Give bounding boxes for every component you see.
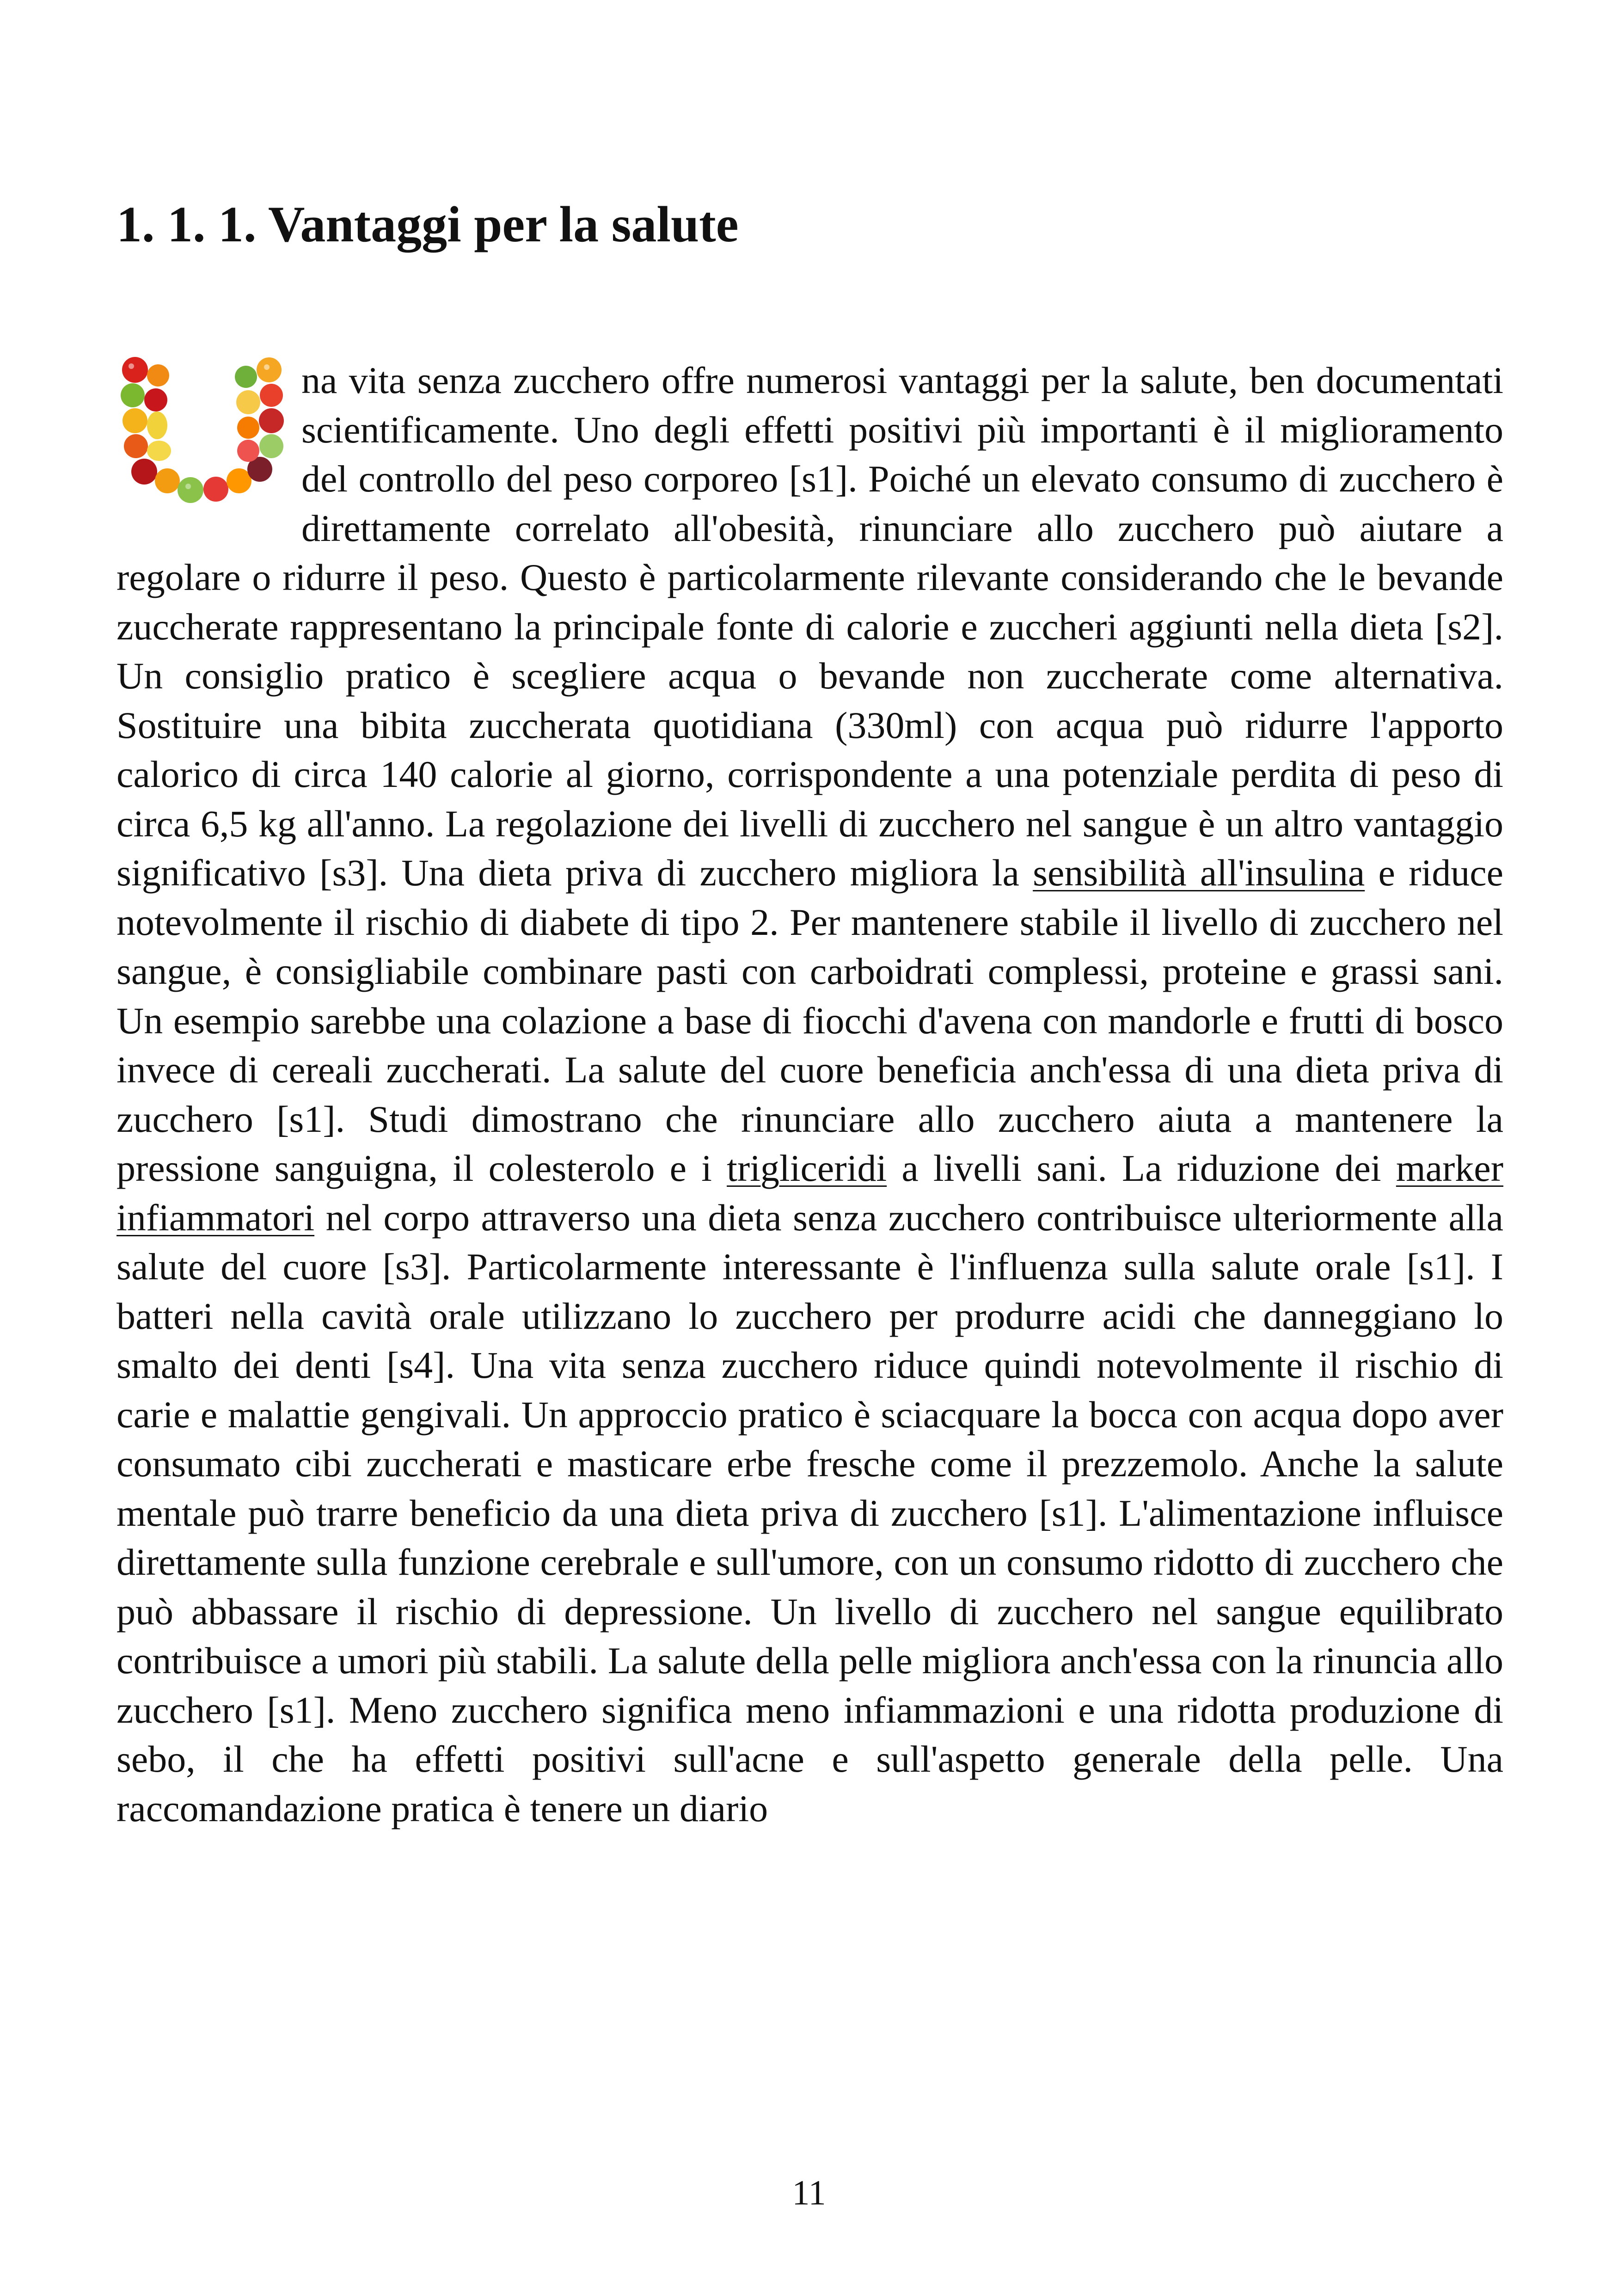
paragraph-text-2: e riduce notevolmente il rischio di diabete di tipo 2. Per mantenere stabile il livello di zucchero nel sangue, è consigliabile combinare pasti con carboidrati complessi, proteine e grassi sani. Un esempio sarebbe una colazione a base di fiocchi d'avena con mandorle e frutti di bosco invece di cereali zuccherati. La salute del cuore beneficia anch'essa di una dieta priva di zucchero [s1]. Studi dimostrano che rinunciare allo zucchero aiuta a mantenere la pressione sanguigna, il colesterolo e i [116,852,1503,1189]
term-triglycerides: trigliceridi [727,1147,887,1189]
body-paragraph [116,356,1503,1833]
fruit-collage-icon [116,356,292,509]
section-heading: 1. 1. 1. Vantaggi per la salute [116,196,739,252]
term-insulin-sensitivity: sensibilità all'insulina [1033,852,1365,894]
paragraph-text-1: na vita senza zucchero offre numerosi vantaggi per la salute, ben documentati scientificamente. Uno degli effetti positivi più importanti è il miglioramento del controllo del peso corporeo [s1]. Poiché un elevato consumo di zucchero è direttamente correlato all'obesità, rinunciare allo zucchero può aiutare a regolare o ridurre il peso. Questo è particolarmente rilevante considerando che le bevande zuccherate rappresentano la principale fonte di calorie e zuccheri aggiunti nella dieta [s2]. Un consiglio pratico è scegliere acqua o bevande non zuccherate come alternativa. Sostituire una bibita zuccherata quotidiana (330ml) con acqua può ridurre l'apporto calorico di circa 140 calorie al giorno, corrispondente a una potenziale perdita di peso di circa 6,5 kg all'anno. La regolazione dei livelli di zucchero nel sangue è un altro vantaggio significativo [s3]. Una dieta priva di zucchero migliora la [116,359,1503,894]
dropcap-fruit-letter-u [116,356,292,509]
page-number: 11 [792,2173,826,2212]
term-inflammatory-markers: marker infiammatori [116,1147,1503,1239]
paragraph-text-3: a livelli sani. La riduzione dei [887,1147,1396,1189]
paragraph-text-4: nel corpo attraverso una dieta senza zucchero contribuisce ulteriormente alla salute del cuore [s3]. Particolarmente interessante è l'influenza sulla salute orale [s1]. I batteri nella cavità orale utilizzano lo zucchero per produrre acidi che danneggiano lo smalto dei denti [s4]. Una vita senza zucchero riduce quindi notevolmente il rischio di carie e malattie gengivali. Un approccio pratico è sciacquare la bocca con acqua dopo aver consumato cibi zuccherati e masticare erbe fresche come il prezzemolo. Anche la salute mentale può trarre beneficio da una dieta priva di zucchero [s1]. L'alimentazione influisce direttamente sulla funzione cerebrale e sull'umore, con un consumo ridotto di zucchero che può abbassare il rischio di depressione. Un livello di zucchero nel sangue equilibrato contribuisce a umori più stabili. La salute della pelle migliora anch'essa con la rinuncia allo zucchero [s1]. Meno zucchero significa meno infiammazioni e una ridotta produzione di sebo, il che ha effetti positivi sull'acne e sull'aspetto generale della pelle. Una raccomandazione pratica è tenere un diario [116,1196,1503,1829]
